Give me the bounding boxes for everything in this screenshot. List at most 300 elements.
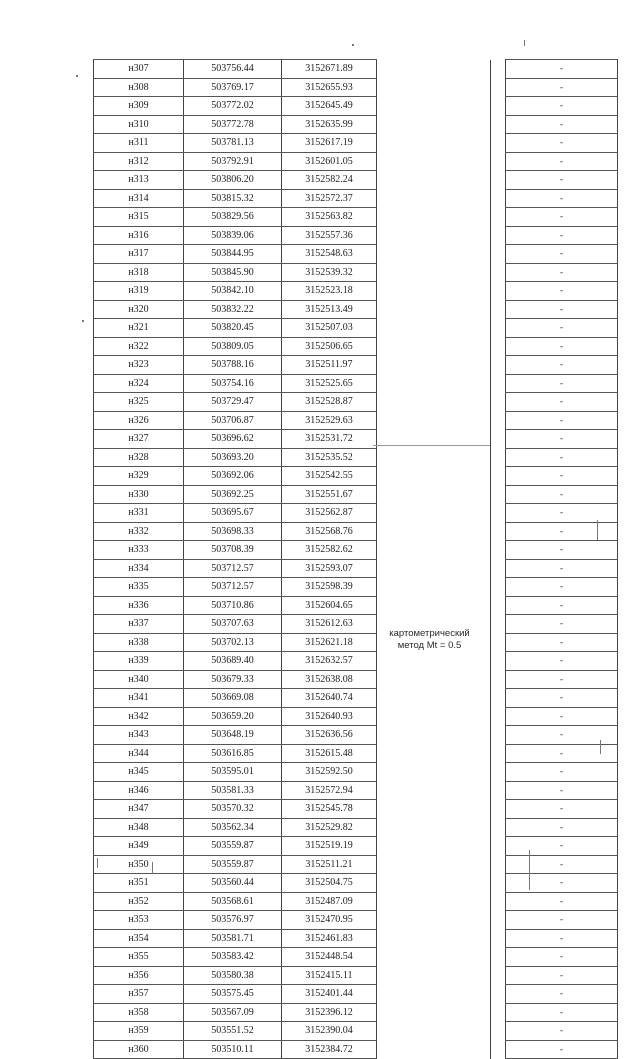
y-coordinate-cell: 3152572.37 <box>282 189 377 208</box>
gap-cell <box>491 781 506 800</box>
accuracy-cell: - <box>506 411 618 430</box>
point-name-cell: н318 <box>94 263 184 282</box>
table-row <box>94 855 618 874</box>
method-cell <box>377 837 491 856</box>
table-row <box>94 430 618 449</box>
method-label-line1: картометрический <box>389 628 470 639</box>
table-row <box>94 448 618 467</box>
accuracy-cell: - <box>506 929 618 948</box>
y-coordinate-cell: 3152638.08 <box>282 670 377 689</box>
gap-cell <box>491 985 506 1004</box>
accuracy-cell: - <box>506 134 618 153</box>
gap-cell <box>491 763 506 782</box>
gap-cell <box>491 744 506 763</box>
gap-cell <box>491 726 506 745</box>
method-cell <box>377 467 491 486</box>
accuracy-cell: - <box>506 707 618 726</box>
x-coordinate-cell: 503669.08 <box>184 689 282 708</box>
table-row <box>94 263 618 282</box>
method-cell <box>377 115 491 134</box>
gap-cell <box>491 689 506 708</box>
method-cell <box>377 245 491 264</box>
accuracy-cell: - <box>506 374 618 393</box>
point-name-cell: н329 <box>94 467 184 486</box>
gap-cell <box>491 208 506 227</box>
x-coordinate-cell: 503707.63 <box>184 615 282 634</box>
scan-speck <box>352 44 354 46</box>
table-row <box>94 578 618 597</box>
accuracy-cell: - <box>506 356 618 375</box>
method-cell <box>377 319 491 338</box>
method-cell <box>377 263 491 282</box>
table-row <box>94 411 618 430</box>
accuracy-cell: - <box>506 855 618 874</box>
x-coordinate-cell: 503845.90 <box>184 263 282 282</box>
accuracy-cell: - <box>506 689 618 708</box>
x-coordinate-cell: 503595.01 <box>184 763 282 782</box>
method-cell <box>377 97 491 116</box>
accuracy-cell: - <box>506 874 618 893</box>
x-coordinate-cell: 503792.91 <box>184 152 282 171</box>
y-coordinate-cell: 3152506.65 <box>282 337 377 356</box>
point-name-cell: н324 <box>94 374 184 393</box>
gap-cell <box>491 60 506 79</box>
accuracy-cell: - <box>506 337 618 356</box>
method-cell <box>377 596 491 615</box>
y-coordinate-cell: 3152632.57 <box>282 652 377 671</box>
accuracy-cell: - <box>506 448 618 467</box>
gap-cell <box>491 1022 506 1041</box>
x-coordinate-cell: 503708.39 <box>184 541 282 560</box>
accuracy-cell: - <box>506 189 618 208</box>
x-coordinate-cell: 503560.44 <box>184 874 282 893</box>
table-row <box>94 707 618 726</box>
y-coordinate-cell: 3152557.36 <box>282 226 377 245</box>
y-coordinate-cell: 3152390.04 <box>282 1022 377 1041</box>
x-coordinate-cell: 503581.71 <box>184 929 282 948</box>
y-coordinate-cell: 3152563.82 <box>282 208 377 227</box>
accuracy-cell: - <box>506 522 618 541</box>
y-coordinate-cell: 3152548.63 <box>282 245 377 264</box>
scan-speck <box>76 75 78 77</box>
x-coordinate-cell: 503696.62 <box>184 430 282 449</box>
point-name-cell: н343 <box>94 726 184 745</box>
table-row <box>94 892 618 911</box>
table-row <box>94 966 618 985</box>
x-coordinate-cell: 503583.42 <box>184 948 282 967</box>
y-coordinate-cell: 3152384.72 <box>282 1040 377 1059</box>
table-row <box>94 115 618 134</box>
x-coordinate-cell: 503693.20 <box>184 448 282 467</box>
y-coordinate-cell: 3152535.52 <box>282 448 377 467</box>
x-coordinate-cell: 503712.57 <box>184 559 282 578</box>
table-row <box>94 152 618 171</box>
y-coordinate-cell: 3152504.75 <box>282 874 377 893</box>
table-row <box>94 189 618 208</box>
x-coordinate-cell: 503679.33 <box>184 670 282 689</box>
x-coordinate-cell: 503562.34 <box>184 818 282 837</box>
scan-line-artifact <box>373 445 490 446</box>
gap-cell <box>491 393 506 412</box>
x-coordinate-cell: 503706.87 <box>184 411 282 430</box>
x-coordinate-cell: 503832.22 <box>184 300 282 319</box>
point-name-cell: н321 <box>94 319 184 338</box>
method-cell <box>377 744 491 763</box>
y-coordinate-cell: 3152539.32 <box>282 263 377 282</box>
table-row <box>94 615 618 634</box>
y-coordinate-cell: 3152655.93 <box>282 78 377 97</box>
y-coordinate-cell: 3152593.07 <box>282 559 377 578</box>
method-cell <box>377 485 491 504</box>
accuracy-cell: - <box>506 652 618 671</box>
accuracy-cell: - <box>506 559 618 578</box>
x-coordinate-cell: 503809.05 <box>184 337 282 356</box>
point-name-cell: н310 <box>94 115 184 134</box>
point-name-cell: н327 <box>94 430 184 449</box>
table-row <box>94 504 618 523</box>
accuracy-cell: - <box>506 485 618 504</box>
gap-cell <box>491 837 506 856</box>
gap-cell <box>491 800 506 819</box>
x-coordinate-cell: 503710.86 <box>184 596 282 615</box>
table-row <box>94 726 618 745</box>
x-coordinate-cell: 503692.25 <box>184 485 282 504</box>
table-row <box>94 874 618 893</box>
x-coordinate-cell: 503829.56 <box>184 208 282 227</box>
accuracy-cell: - <box>506 892 618 911</box>
point-name-cell: н330 <box>94 485 184 504</box>
method-cell <box>377 78 491 97</box>
table-row <box>94 837 618 856</box>
gap-cell <box>491 596 506 615</box>
x-coordinate-cell: 503567.09 <box>184 1003 282 1022</box>
method-cell <box>377 541 491 560</box>
x-coordinate-cell: 503769.17 <box>184 78 282 97</box>
y-coordinate-cell: 3152562.87 <box>282 504 377 523</box>
gap-cell <box>491 892 506 911</box>
accuracy-cell: - <box>506 263 618 282</box>
table-row <box>94 800 618 819</box>
method-cell <box>377 393 491 412</box>
y-coordinate-cell: 3152529.82 <box>282 818 377 837</box>
method-cell <box>377 855 491 874</box>
gap-cell <box>491 504 506 523</box>
gap-cell <box>491 319 506 338</box>
gap-cell <box>491 929 506 948</box>
y-coordinate-cell: 3152640.74 <box>282 689 377 708</box>
x-coordinate-cell: 503702.13 <box>184 633 282 652</box>
table-row <box>94 1040 618 1059</box>
accuracy-cell: - <box>506 837 618 856</box>
gap-cell <box>491 485 506 504</box>
table-row <box>94 652 618 671</box>
table-row <box>94 60 618 79</box>
method-cell <box>377 966 491 985</box>
x-coordinate-cell: 503551.52 <box>184 1022 282 1041</box>
method-cell <box>377 929 491 948</box>
point-name-cell: н333 <box>94 541 184 560</box>
x-coordinate-cell: 503772.02 <box>184 97 282 116</box>
point-name-cell: н351 <box>94 874 184 893</box>
table-row <box>94 911 618 930</box>
point-name-cell: н345 <box>94 763 184 782</box>
accuracy-cell: - <box>506 152 618 171</box>
accuracy-cell: - <box>506 300 618 319</box>
accuracy-cell: - <box>506 596 618 615</box>
table-row <box>94 356 618 375</box>
x-coordinate-cell: 503754.16 <box>184 374 282 393</box>
point-name-cell: н342 <box>94 707 184 726</box>
gap-cell <box>491 633 506 652</box>
y-coordinate-cell: 3152415.11 <box>282 966 377 985</box>
method-cell <box>377 670 491 689</box>
accuracy-cell: - <box>506 985 618 1004</box>
table-row <box>94 245 618 264</box>
method-cell <box>377 226 491 245</box>
method-cell <box>377 374 491 393</box>
method-cell <box>377 337 491 356</box>
accuracy-cell: - <box>506 115 618 134</box>
y-coordinate-cell: 3152519.19 <box>282 837 377 856</box>
gap-cell <box>491 171 506 190</box>
point-name-cell: н353 <box>94 911 184 930</box>
y-coordinate-cell: 3152401.44 <box>282 985 377 1004</box>
x-coordinate-cell: 503781.13 <box>184 134 282 153</box>
x-coordinate-cell: 503659.20 <box>184 707 282 726</box>
table-row <box>94 1022 618 1041</box>
x-coordinate-cell: 503788.16 <box>184 356 282 375</box>
x-coordinate-cell: 503689.40 <box>184 652 282 671</box>
gap-cell <box>491 911 506 930</box>
gap-cell <box>491 948 506 967</box>
table-row <box>94 485 618 504</box>
method-cell <box>377 985 491 1004</box>
point-name-cell: н350 <box>94 855 184 874</box>
accuracy-cell: - <box>506 78 618 97</box>
point-name-cell: н311 <box>94 134 184 153</box>
table-row <box>94 319 618 338</box>
y-coordinate-cell: 3152572.94 <box>282 781 377 800</box>
gap-cell <box>491 1003 506 1022</box>
point-name-cell: н313 <box>94 171 184 190</box>
x-coordinate-cell: 503695.67 <box>184 504 282 523</box>
method-label-line2: метод Mt = 0.5 <box>397 640 462 651</box>
point-name-cell: н326 <box>94 411 184 430</box>
table-row <box>94 467 618 486</box>
gap-cell <box>491 467 506 486</box>
accuracy-cell: - <box>506 541 618 560</box>
gap-cell <box>491 97 506 116</box>
point-name-cell: н315 <box>94 208 184 227</box>
y-coordinate-cell: 3152528.87 <box>282 393 377 412</box>
accuracy-cell: - <box>506 744 618 763</box>
y-coordinate-cell: 3152523.18 <box>282 282 377 301</box>
accuracy-cell: - <box>506 430 618 449</box>
table-row <box>94 781 618 800</box>
x-coordinate-cell: 503570.32 <box>184 800 282 819</box>
x-coordinate-cell: 503692.06 <box>184 467 282 486</box>
point-name-cell: н336 <box>94 596 184 615</box>
point-name-cell: н325 <box>94 393 184 412</box>
accuracy-cell: - <box>506 948 618 967</box>
y-coordinate-cell: 3152511.97 <box>282 356 377 375</box>
x-coordinate-cell: 503844.95 <box>184 245 282 264</box>
point-name-cell: н332 <box>94 522 184 541</box>
x-coordinate-cell: 503729.47 <box>184 393 282 412</box>
scan-speck <box>600 740 601 754</box>
point-name-cell: н320 <box>94 300 184 319</box>
gap-cell <box>491 300 506 319</box>
point-name-cell: н334 <box>94 559 184 578</box>
method-cell <box>377 911 491 930</box>
table-row <box>94 78 618 97</box>
x-coordinate-cell: 503581.33 <box>184 781 282 800</box>
y-coordinate-cell: 3152529.63 <box>282 411 377 430</box>
y-coordinate-cell: 3152645.49 <box>282 97 377 116</box>
x-coordinate-cell: 503820.45 <box>184 319 282 338</box>
method-cell <box>377 189 491 208</box>
y-coordinate-cell: 3152461.83 <box>282 929 377 948</box>
method-cell <box>377 504 491 523</box>
accuracy-cell: - <box>506 60 618 79</box>
table-row <box>94 97 618 116</box>
x-coordinate-cell: 503698.33 <box>184 522 282 541</box>
gap-cell <box>491 541 506 560</box>
accuracy-cell: - <box>506 245 618 264</box>
y-coordinate-cell: 3152545.78 <box>282 800 377 819</box>
point-name-cell: н308 <box>94 78 184 97</box>
accuracy-cell: - <box>506 578 618 597</box>
table-row <box>94 670 618 689</box>
accuracy-cell: - <box>506 726 618 745</box>
method-cell <box>377 689 491 708</box>
gap-cell <box>491 874 506 893</box>
point-name-cell: н354 <box>94 929 184 948</box>
x-coordinate-cell: 503756.44 <box>184 60 282 79</box>
table-row <box>94 689 618 708</box>
table-row <box>94 393 618 412</box>
method-cell <box>377 948 491 967</box>
method-cell <box>377 578 491 597</box>
y-coordinate-cell: 3152513.49 <box>282 300 377 319</box>
gap-cell <box>491 818 506 837</box>
point-name-cell: н312 <box>94 152 184 171</box>
x-coordinate-cell: 503568.61 <box>184 892 282 911</box>
y-coordinate-cell: 3152617.19 <box>282 134 377 153</box>
x-coordinate-cell: 503510.11 <box>184 1040 282 1059</box>
accuracy-cell: - <box>506 800 618 819</box>
accuracy-cell: - <box>506 818 618 837</box>
x-coordinate-cell: 503839.06 <box>184 226 282 245</box>
y-coordinate-cell: 3152615.48 <box>282 744 377 763</box>
gap-cell <box>491 78 506 97</box>
point-name-cell: н339 <box>94 652 184 671</box>
method-cell <box>377 892 491 911</box>
point-name-cell: н349 <box>94 837 184 856</box>
method-cell <box>377 208 491 227</box>
accuracy-cell: - <box>506 1040 618 1059</box>
point-name-cell: н347 <box>94 800 184 819</box>
gap-cell <box>491 134 506 153</box>
accuracy-cell: - <box>506 467 618 486</box>
method-cell <box>377 818 491 837</box>
gap-cell <box>491 707 506 726</box>
table-row <box>94 1003 618 1022</box>
table-row <box>94 948 618 967</box>
method-cell <box>377 522 491 541</box>
table-row <box>94 763 618 782</box>
accuracy-cell: - <box>506 966 618 985</box>
method-cell <box>377 60 491 79</box>
x-coordinate-cell: 503772.78 <box>184 115 282 134</box>
table-row <box>94 818 618 837</box>
accuracy-cell: - <box>506 670 618 689</box>
coordinates-table-body <box>94 60 618 1059</box>
x-coordinate-cell: 503815.32 <box>184 189 282 208</box>
y-coordinate-cell: 3152582.62 <box>282 541 377 560</box>
x-coordinate-cell: 503712.57 <box>184 578 282 597</box>
x-coordinate-cell: 503559.87 <box>184 837 282 856</box>
method-cell <box>377 559 491 578</box>
y-coordinate-cell: 3152621.18 <box>282 633 377 652</box>
gap-cell <box>491 559 506 578</box>
point-name-cell: н322 <box>94 337 184 356</box>
x-coordinate-cell: 503580.38 <box>184 966 282 985</box>
point-name-cell: н352 <box>94 892 184 911</box>
gap-cell <box>491 522 506 541</box>
method-cell <box>377 800 491 819</box>
x-coordinate-cell: 503575.45 <box>184 985 282 1004</box>
x-coordinate-cell: 503559.87 <box>184 855 282 874</box>
method-cell <box>377 152 491 171</box>
method-cell <box>377 1040 491 1059</box>
accuracy-cell: - <box>506 1003 618 1022</box>
point-name-cell: н355 <box>94 948 184 967</box>
y-coordinate-cell: 3152671.89 <box>282 60 377 79</box>
y-coordinate-cell: 3152592.50 <box>282 763 377 782</box>
table-row <box>94 596 618 615</box>
gap-cell <box>491 189 506 208</box>
method-cell <box>377 411 491 430</box>
point-name-cell: н340 <box>94 670 184 689</box>
method-cell <box>377 1022 491 1041</box>
y-coordinate-cell: 3152531.72 <box>282 430 377 449</box>
coordinates-table <box>93 59 618 1059</box>
gap-cell <box>491 578 506 597</box>
gap-cell <box>491 226 506 245</box>
scan-speck <box>82 320 84 322</box>
point-name-cell: н358 <box>94 1003 184 1022</box>
gap-cell <box>491 356 506 375</box>
x-coordinate-cell: 503576.97 <box>184 911 282 930</box>
table-row <box>94 134 618 153</box>
accuracy-cell: - <box>506 319 618 338</box>
point-name-cell: н323 <box>94 356 184 375</box>
gap-cell <box>491 615 506 634</box>
x-coordinate-cell: 503648.19 <box>184 726 282 745</box>
method-cell <box>377 726 491 745</box>
gap-cell <box>491 966 506 985</box>
point-name-cell: н348 <box>94 818 184 837</box>
x-coordinate-cell: 503842.10 <box>184 282 282 301</box>
y-coordinate-cell: 3152551.67 <box>282 485 377 504</box>
point-name-cell: н356 <box>94 966 184 985</box>
accuracy-cell: - <box>506 1022 618 1041</box>
point-name-cell: н344 <box>94 744 184 763</box>
point-name-cell: н359 <box>94 1022 184 1041</box>
y-coordinate-cell: 3152640.93 <box>282 707 377 726</box>
method-cell <box>377 707 491 726</box>
